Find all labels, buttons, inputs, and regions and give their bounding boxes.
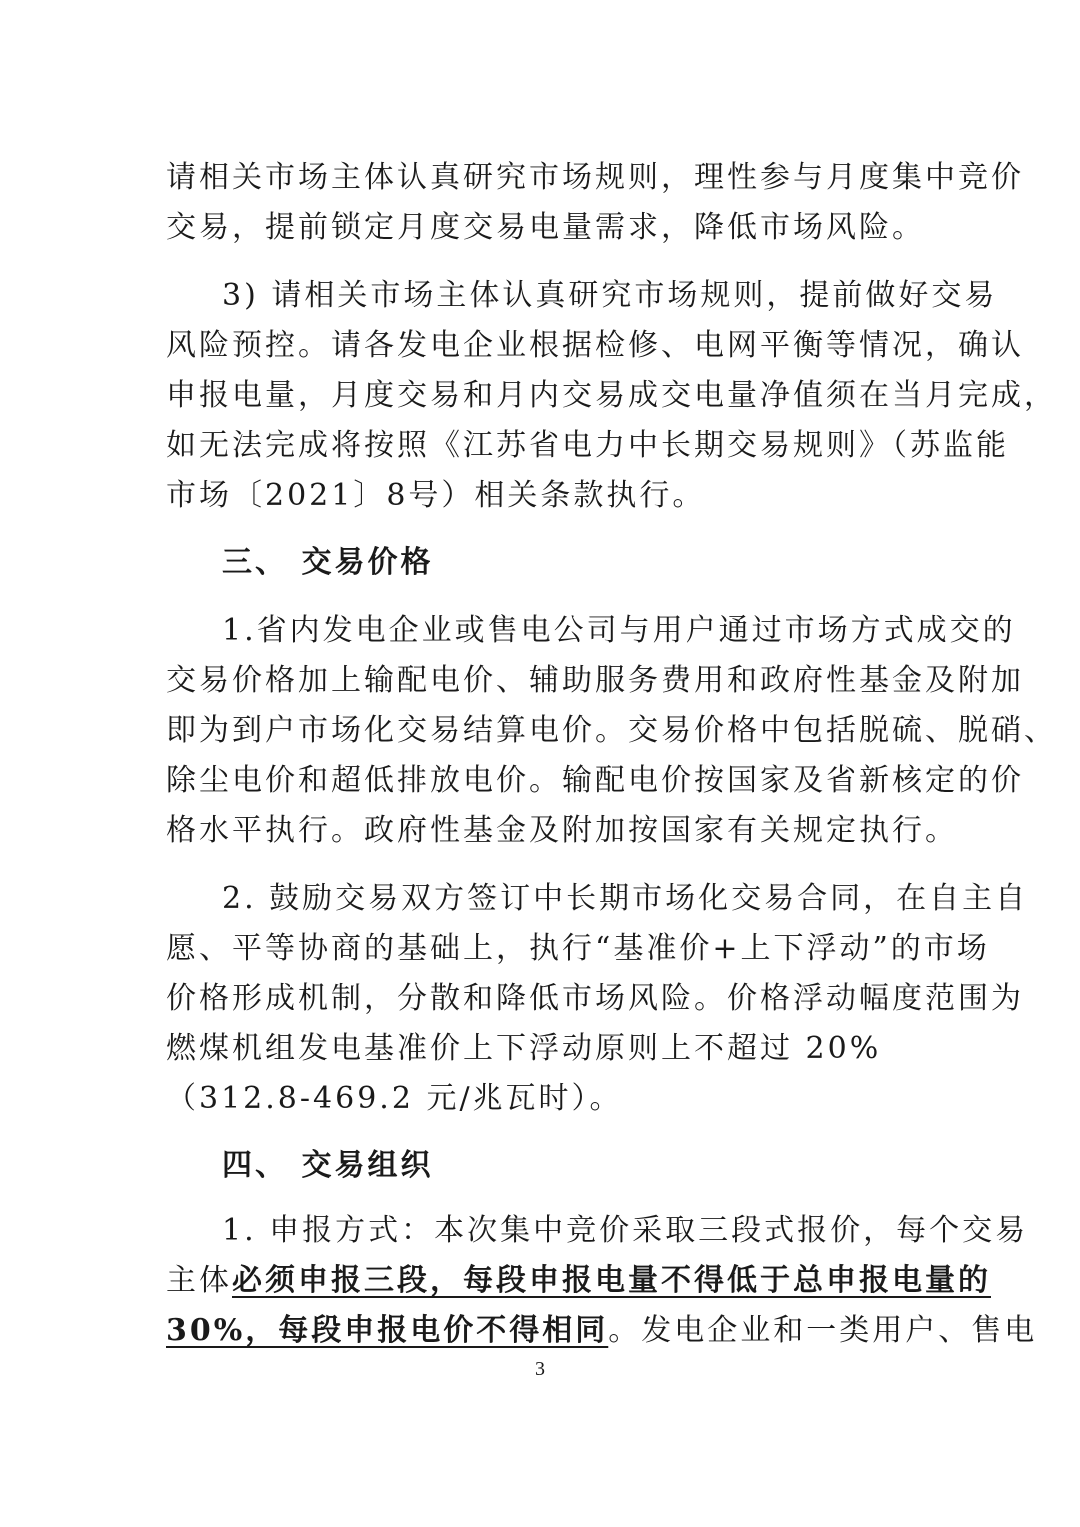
text-line: 风险预控。请各发电企业根据检修、电网平衡等情况，确认 <box>166 328 1024 363</box>
text-line: 1. 申报方式：本次集中竞价采取三段式报价，每个交易 <box>222 1213 1029 1248</box>
text-line: 如无法完成将按照《江苏省电力中长期交易规则》（苏监能 <box>166 428 1009 463</box>
text-span: 主体 <box>166 1263 232 1298</box>
text-line: 格水平执行。政府性基金及附加按国家有关规定执行。 <box>166 813 958 848</box>
text-line: 燃煤机组发电基准价上下浮动原则上不超过 20% <box>166 1031 882 1066</box>
text-span: 。发电企业和一类用户、售电 <box>608 1313 1038 1348</box>
text-line: 交易价格加上输配电价、辅助服务费用和政府性基金及附加 <box>166 663 1024 698</box>
section-heading: 四、 交易组织 <box>222 1148 434 1183</box>
text-line: 除尘电价和超低排放电价。输配电价按国家及省新核定的价 <box>166 763 1024 798</box>
text-line <box>166 1261 991 1301</box>
text-line: （312.8-469.2 元/兆瓦时）。 <box>166 1081 623 1116</box>
text-line <box>166 1311 1037 1351</box>
emphasized-text: 必须申报三段，每段申报电量不得低于总申报电量的 <box>232 1263 991 1298</box>
text-line: 2. 鼓励交易双方签订中长期市场化交易合同，在自主自 <box>222 881 1029 916</box>
text-line: 3) 请相关市场主体认真研究市场规则，提前做好交易 <box>222 278 998 313</box>
page-number: 3 <box>535 1358 545 1380</box>
text-line: 请相关市场主体认真研究市场规则，理性参与月度集中竞价 <box>166 160 1024 195</box>
text-line: 愿、平等协商的基础上，执行“基准价+上下浮动”的市场 <box>166 931 990 966</box>
text-line: 即为到户市场化交易结算电价。交易价格中包括脱硫、脱硝、 <box>166 713 1057 748</box>
text-line: 交易，提前锁定月度交易电量需求，降低市场风险。 <box>166 210 925 245</box>
text-line: 1.省内发电企业或售电公司与用户通过市场方式成交的 <box>222 613 1016 648</box>
emphasized-text: 30%，每段申报电价不得相同 <box>166 1313 609 1348</box>
section-heading: 三、 交易价格 <box>222 545 434 580</box>
text-line: 市场〔2021〕8号）相关条款执行。 <box>166 478 706 513</box>
text-line: 申报电量，月度交易和月内交易成交电量净值须在当月完成， <box>166 378 1057 413</box>
text-line: 价格形成机制，分散和降低市场风险。价格浮动幅度范围为 <box>166 981 1024 1016</box>
